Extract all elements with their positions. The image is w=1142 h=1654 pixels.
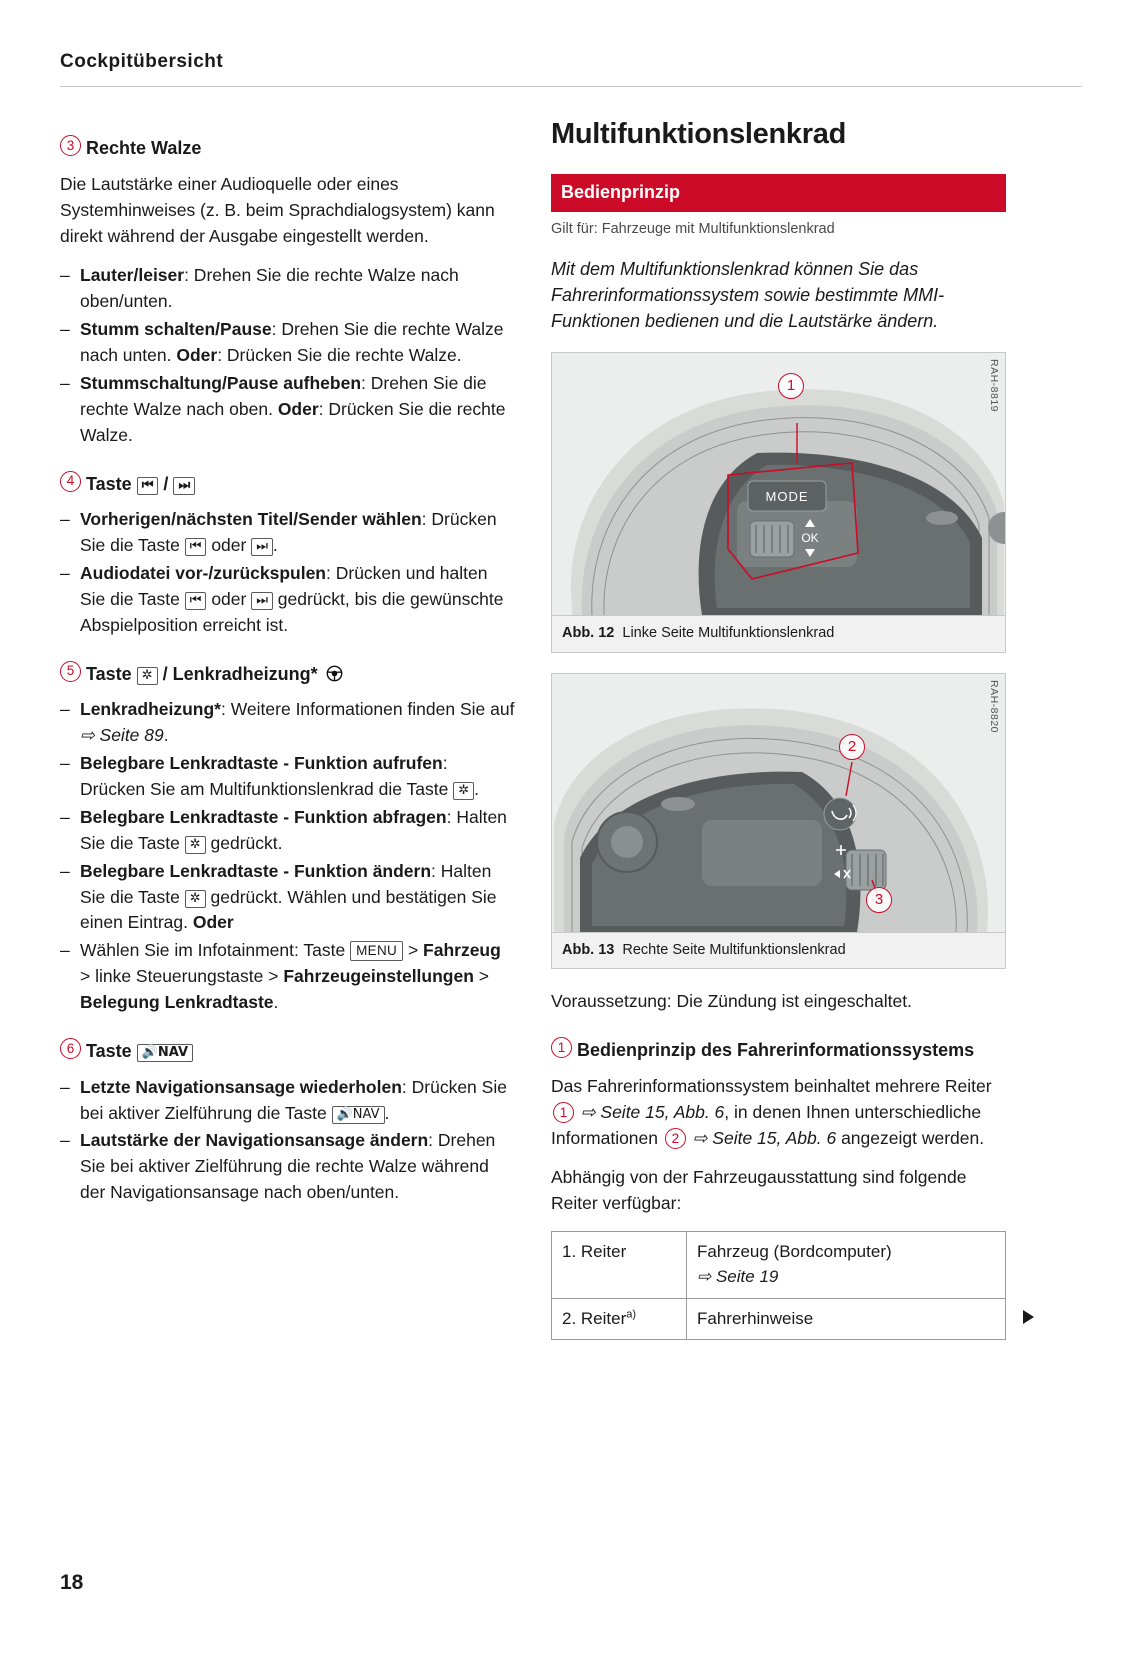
prev-track-icon: ⏮	[185, 538, 207, 556]
list-item: – Vorherigen/nächsten Titel/Sender wählen: Drücken Sie die Taste ⏮ oder ⏭ .	[60, 507, 515, 559]
page-number: 18	[60, 1570, 84, 1594]
list-item: – Stummschaltung/Pause aufheben: Drehen Sie die rechte Walze nach oben. Oder: Drücken Sie die rechte Walze.	[60, 371, 515, 449]
table-cell-reiter-2: 2. Reiter$^{a)}$	[552, 1298, 687, 1339]
list-taste-nav	[60, 1075, 515, 1206]
heading-taste-stern: 5 Taste ✲ / Lenkradheizung*	[60, 661, 515, 688]
right-column	[551, 113, 1006, 1340]
heading-bedienprinzip-fis: 1 Bedienprinzip des Fahrerinformationssystems	[551, 1037, 1006, 1064]
content-columns	[60, 113, 1082, 1340]
continuation-arrow-icon	[1023, 1310, 1034, 1324]
reiter-table	[551, 1231, 1006, 1339]
list-item: – Audiodatei vor-/zurückspulen: Drücken und halten Sie die Taste ⏮ oder ⏭ gedrückt, bis die gewünschte Abspielposition erreicht ist.	[60, 561, 515, 639]
table-cell-reiter-2-value: Fahrerhinweise	[687, 1298, 1006, 1339]
list-item: – Stumm schalten/Pause: Drehen Sie die rechte Walze nach unten. Oder: Drücken Sie die rechte Walze.	[60, 317, 515, 369]
header-divider	[60, 86, 1082, 87]
list-item: – Letzte Navigationsansage wiederholen: Drücken Sie bei aktiver Zielführung die Taste 🔊NAV .	[60, 1075, 515, 1127]
figure-callout-3: 3	[866, 887, 892, 913]
list-item: – Belegbare Lenkradtaste - Funktion ändern: Halten Sie die Taste ✲ gedrückt. Wählen und bestätigen Sie einen Eintrag. Oder	[60, 859, 515, 937]
next-track-icon: ⏭	[251, 538, 273, 556]
figure-callout-2: 2	[839, 734, 865, 760]
paragraph-verfuegbare-reiter: Abhängig von der Fahrzeugausstattung sind folgende Reiter verfügbar:	[551, 1167, 967, 1214]
section-bar-bedienprinzip: Bedienprinzip	[551, 174, 1006, 212]
list-rechte-walze	[60, 263, 515, 448]
svg-text:MODE: MODE	[765, 489, 809, 505]
menu-key-icon: MENU	[350, 941, 403, 961]
intro-paragraph: Mit dem Multifunktionslenkrad können Sie das Fahrerinformationssystem sowie bestimmte MMI-Funktionen bedienen und die Lautstärke ändern.	[551, 259, 945, 332]
list-item: – Belegbare Lenkradtaste - Funktion aufrufen: Drücken Sie am Multifunktionslenkrad die Taste ✲ .	[60, 751, 515, 803]
figure-13-code: RAH-8820	[988, 679, 1000, 733]
next-track-icon: ⏭	[251, 592, 273, 610]
marker-2-inline: 2	[665, 1128, 686, 1149]
figure-13	[551, 673, 1006, 969]
list-item: – Lauter/leiser: Drehen Sie die rechte Walze nach oben/unten.	[60, 263, 515, 315]
next-track-icon: ⏭	[173, 477, 195, 495]
star-key-icon: ✲	[185, 836, 206, 854]
star-key-icon: ✲	[185, 890, 206, 908]
reiter-table-wrap	[551, 1231, 1006, 1339]
heading-taste-nav: 6 Taste 🔊NAV	[60, 1038, 515, 1065]
table-row	[552, 1232, 1006, 1298]
heading-taste-track: 4 Taste ⏮ / ⏭	[60, 471, 515, 498]
list-item: – Lenkradheizung*: Weitere Informationen finden Sie auf ⇨ Seite 89.	[60, 697, 515, 749]
applies-to-note: Gilt für: Fahrzeuge mit Multifunktionslenkrad	[551, 220, 835, 237]
prev-track-icon: ⏮	[185, 592, 207, 610]
star-key-icon: ✲	[137, 667, 158, 685]
figure-13-image	[552, 674, 1005, 932]
figure-12-code: RAH-8819	[988, 359, 1000, 413]
left-column	[60, 113, 515, 1210]
marker-4: 4	[60, 471, 81, 492]
page-title: Multifunktionslenkrad	[551, 118, 846, 151]
list-item-menu: – Wählen Sie im Infotainment: Taste MENU > Fahrzeug > linke Steuerungstaste > Fahrzeugeinstellungen > Belegung Lenkradtaste.	[60, 938, 515, 1016]
marker-1: 1	[551, 1037, 572, 1058]
steering-wheel-heating-icon	[325, 664, 344, 683]
marker-3: 3	[60, 135, 81, 156]
marker-1-inline: 1	[553, 1102, 574, 1123]
table-cell-reiter-1-value: Fahrzeug (Bordcomputer) ⇨ Seite 19	[687, 1232, 1006, 1298]
nav-voice-icon: 🔊NAV	[137, 1044, 193, 1062]
figure-12-caption: Abb. 12 Linke Seite Multifunktionslenkrad	[552, 615, 1005, 651]
heading-rechte-walze: 3 Rechte Walze	[60, 135, 515, 162]
nav-voice-icon: 🔊NAV	[332, 1106, 385, 1124]
table-cell-reiter-1: 1. Reiter	[552, 1232, 687, 1298]
list-taste-track	[60, 507, 515, 638]
paragraph-rechte-walze: Die Lautstärke einer Audioquelle oder eines Systemhinweises (z. B. beim Sprachdialogsystem) kann direkt während der Ausgabe eingestellt werden.	[60, 173, 495, 246]
star-key-icon: ✲	[453, 782, 474, 800]
list-item: – Lautstärke der Navigationsansage ändern: Drehen Sie bei aktiver Zielführung die rechte Walze während der Navigationsansage nach oben/unten.	[60, 1128, 515, 1206]
prev-track-icon: ⏮	[137, 477, 159, 495]
figure-13-caption: Abb. 13 Rechte Seite Multifunktionslenkrad	[552, 932, 1005, 968]
page-header: Cockpitübersicht	[60, 51, 224, 72]
svg-text:OK: OK	[801, 531, 819, 546]
paragraph-reiter: Das Fahrerinformationssystem beinhaltet mehrere Reiter 1 ⇨ Seite 15, Abb. 6, in denen Ihnen unterschiedliche Informationen 2 ⇨ Seite 15, Abb. 6 angezeigt werden.	[551, 1075, 992, 1148]
steering-wheel-left-illustration	[552, 353, 1005, 615]
table-row	[552, 1298, 1006, 1339]
marker-5: 5	[60, 661, 81, 682]
steering-wheel-right-illustration	[552, 674, 1005, 932]
figure-callout-1: 1	[778, 373, 804, 399]
list-taste-stern	[60, 697, 515, 1016]
list-item: – Belegbare Lenkradtaste - Funktion abfragen: Halten Sie die Taste ✲ gedrückt.	[60, 805, 515, 857]
figure-12-image	[552, 353, 1005, 615]
precondition-text: Voraussetzung: Die Zündung ist eingeschaltet.	[551, 991, 912, 1012]
figure-12	[551, 352, 1006, 652]
marker-6: 6	[60, 1038, 81, 1059]
